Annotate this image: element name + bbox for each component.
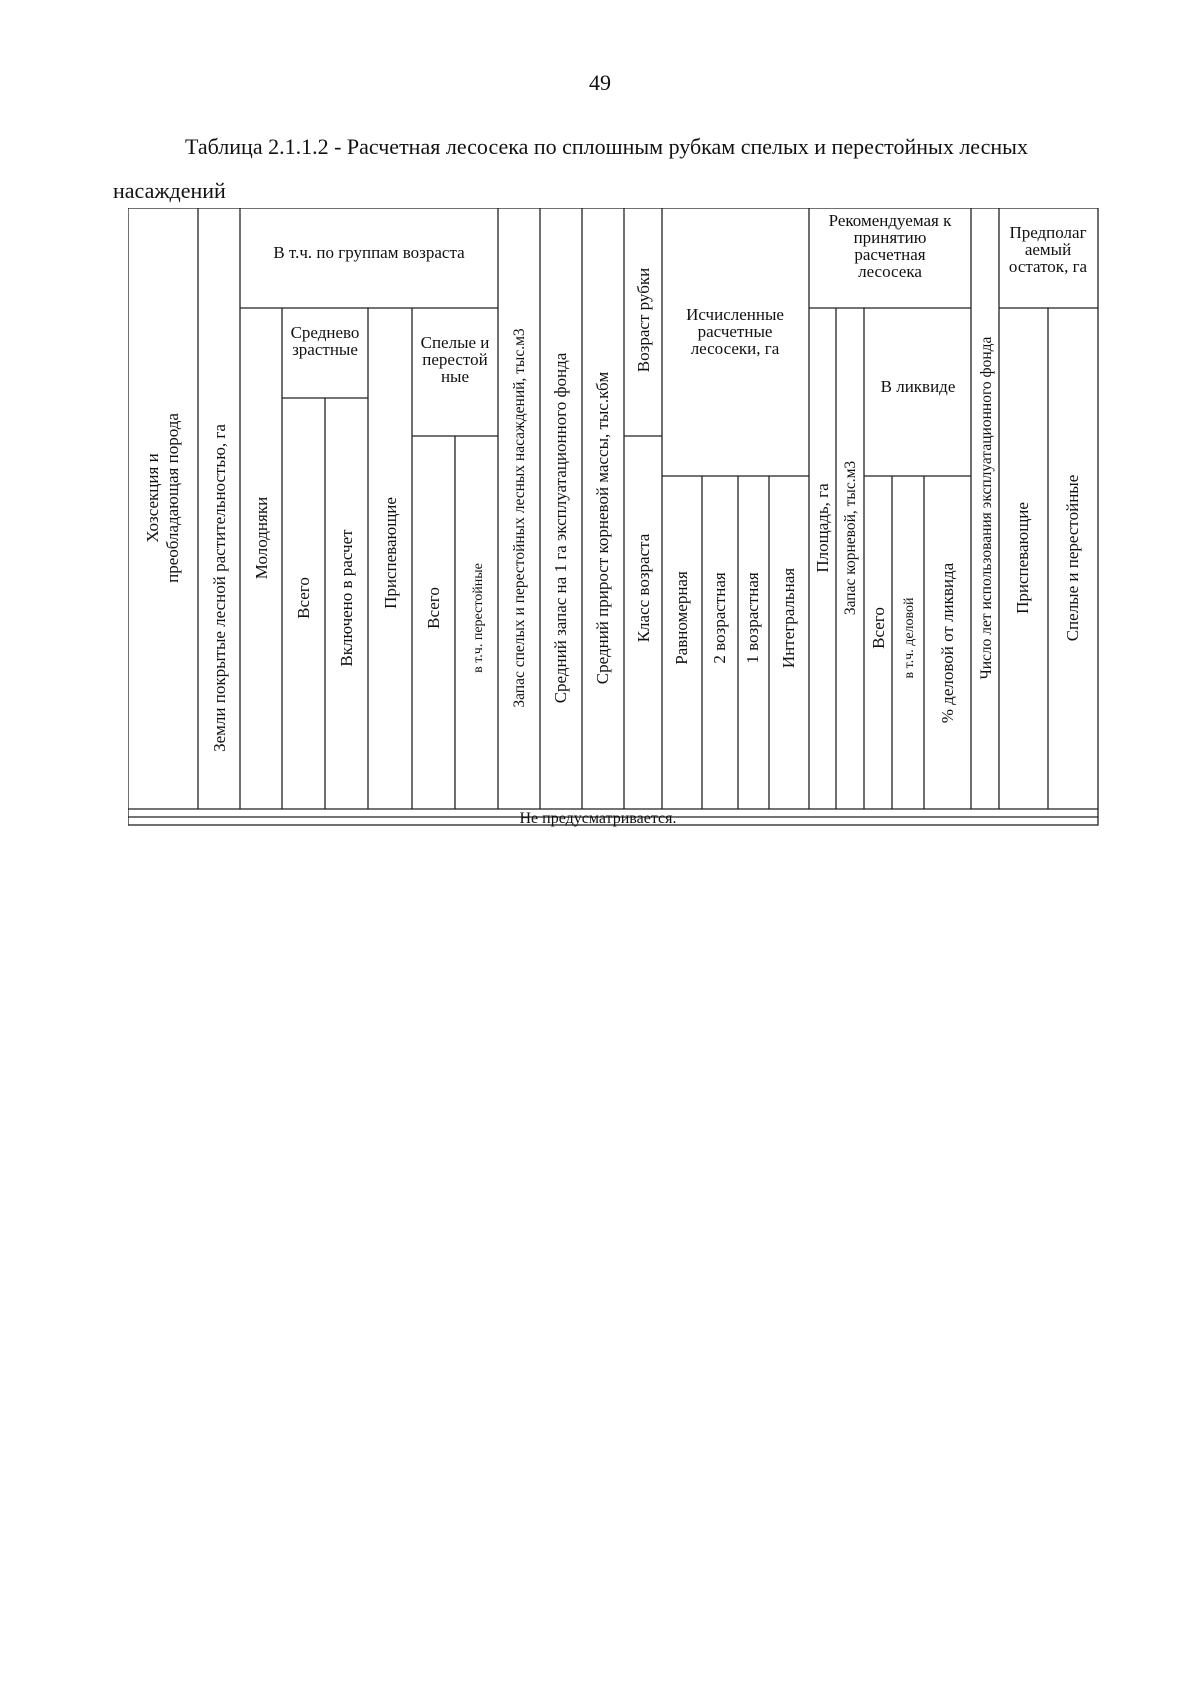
header-years-of-use: Число лет использования эксплуатационного фонда [978,336,995,680]
header-mature-total: Всего [424,587,443,629]
header-integral: Интегральная [779,567,798,669]
page-number: 49 [589,70,611,95]
header-forest-land: Земли покрытые лесной растительностью, га [210,424,229,752]
header-mature-line2: перестой [422,350,488,369]
header-stock: Запас спелых и перестойных лесных насаждений, тыс.м3 [511,328,528,708]
header-recommended-line4: лесосека [858,262,922,281]
header-recommended-line3: расчетная [854,245,926,264]
header-one-age: 1 возрастная [743,572,762,664]
header-middle-aged-line2: зрастные [292,340,358,359]
header-remainder-mature: Спелые и перестойные [1063,474,1082,642]
caption-line-1: Таблица 2.1.1.2 - Расчетная лесосека по сплошным рубкам спелых и перестойных лесных [185,134,1028,159]
header-cut-age: Возраст рубки [634,267,653,373]
header-premature: Приспевающие [381,497,400,609]
header-middle-total: Всего [294,577,313,619]
table-caption [113,125,1113,213]
header-business-percent: % деловой от ликвида [938,562,957,724]
header-avg-growth: Средний прирост корневой массы, тыс.кбм [593,371,612,685]
header-remainder-line3: остаток, га [1008,257,1088,276]
header-two-age: 2 возрастная [710,572,729,664]
header-age-groups: В т.ч. по группам возраста [273,243,465,262]
header-age-class: Класс возраста [634,533,653,643]
header-remainder-line1: Предполаг [1009,223,1087,242]
cutting-area-table [128,208,1108,833]
header-recommended-line2: принятию [853,228,927,247]
table-body-text: Не предусматривается. [519,810,677,827]
header-remainder-premature: Приспевающие [1013,502,1032,614]
header-avg-stock: Средний запас на 1 га эксплуатационного фонда [551,352,570,704]
header-middle-included: Включено в расчет [337,529,356,667]
header-uniform: Равномерная [672,571,691,665]
header-liquid-total: Всего [869,607,888,649]
header-recommended-line1: Рекомендуемая к [828,211,952,230]
header-computed-line2: расчетные [697,322,773,341]
header-young-stands: Молодняки [252,496,271,580]
header-liquid-business: в т.ч. деловой [902,597,917,679]
header-area: Площадь, га [813,483,832,573]
header-hozsection-line1: Хозсекция и [143,453,162,543]
header-remainder-line2: аемый [1024,240,1072,259]
header-root-stock: Запас корневой, тыс.м3 [842,460,859,616]
header-computed-line3: лесосеки, га [690,339,780,358]
caption-line-2: насаждений [113,178,226,203]
header-liquid: В ликвиде [880,377,956,396]
header-middle-aged-line1: Среднево [290,323,360,342]
header-mature-line1: Спелые и [420,333,490,352]
table-grid [128,208,1098,825]
header-hozsection-line2: преобладающая порода [163,413,182,583]
header-mature-line3: ные [440,367,470,386]
header-mature-overmature: в т.ч. перестойные [471,563,486,673]
header-computed-line1: Исчисленные [686,305,784,324]
